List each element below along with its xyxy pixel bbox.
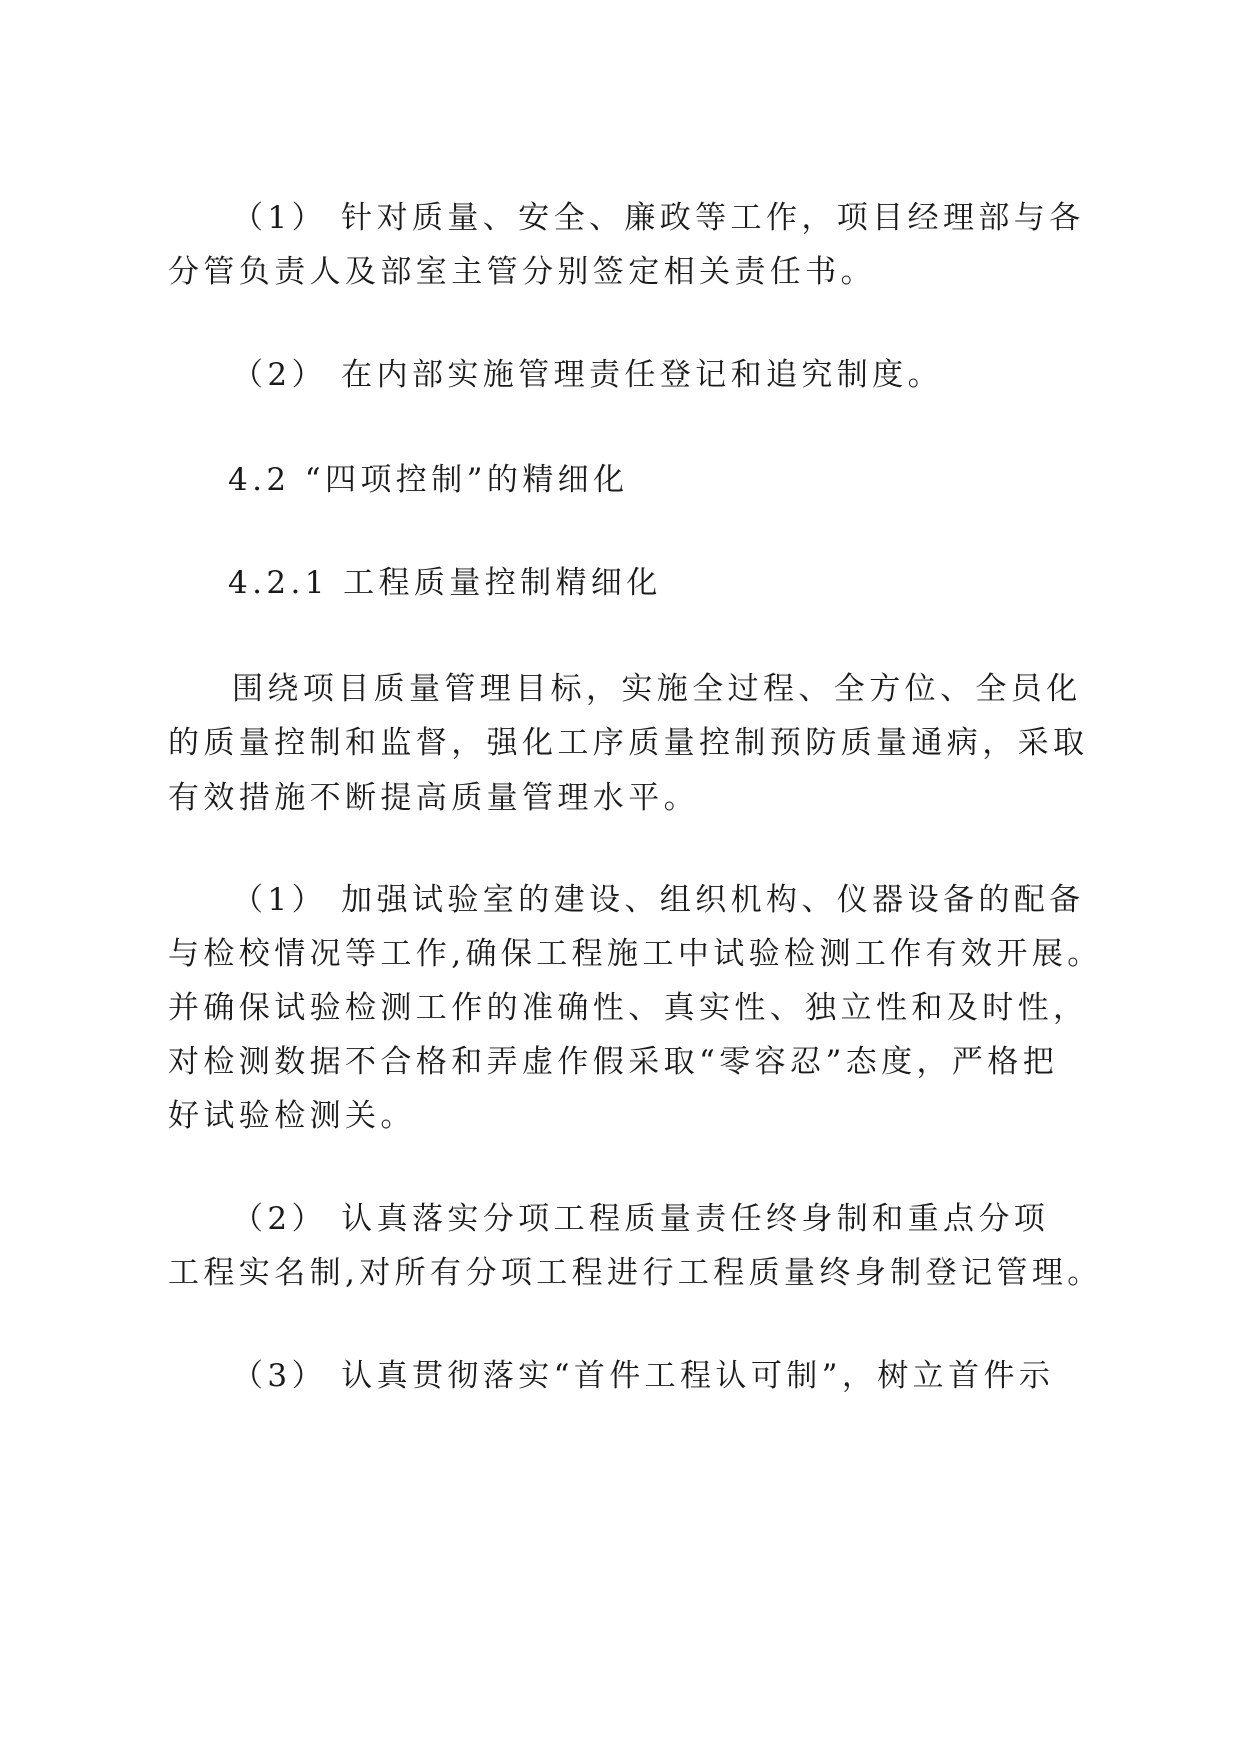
paragraph-line: 的质量控制和监督，强化工序质量控制预防质量通病，采取	[168, 725, 1089, 761]
paragraph-line: 工程实名制,对所有分项工程进行工程质量终身制登记管理。	[168, 1255, 1103, 1291]
paragraph-line: （3） 认真贯彻落实“首件工程认可制”，树立首件示	[232, 1358, 1055, 1394]
paragraph-line: 分管负责人及部室主管分别签定相关责任书。	[168, 254, 876, 290]
paragraph-line: （2） 在内部实施管理责任登记和追究制度。	[232, 357, 943, 393]
paragraph-line: （1） 加强试验室的建设、组织机构、仪器设备的配备	[232, 882, 1085, 918]
paragraph-line: 对检测数据不合格和弄虚作假采取“零容忍”态度，严格把	[168, 1044, 1059, 1080]
section-heading: 4.2 “四项控制”的精细化	[228, 462, 629, 498]
subsection-heading: 4.2.1 工程质量控制精细化	[228, 565, 662, 601]
paragraph-line: 围绕项目质量管理目标，实施全过程、全方位、全员化	[232, 671, 1082, 707]
paragraph-line: 有效措施不断提高质量管理水平。	[168, 780, 699, 816]
paragraph-line: （2） 认真落实分项工程质量责任终身制和重点分项	[232, 1201, 1050, 1237]
paragraph-line: 并确保试验检测工作的准确性、真实性、独立性和及时性，	[168, 990, 1089, 1026]
paragraph-line: 好试验检测关。	[168, 1098, 416, 1134]
paragraph-line: （1） 针对质量、安全、廉政等工作，项目经理部与各	[232, 200, 1085, 236]
paragraph-line: 与检校情况等工作,确保工程施工中试验检测工作有效开展。	[168, 936, 1103, 972]
